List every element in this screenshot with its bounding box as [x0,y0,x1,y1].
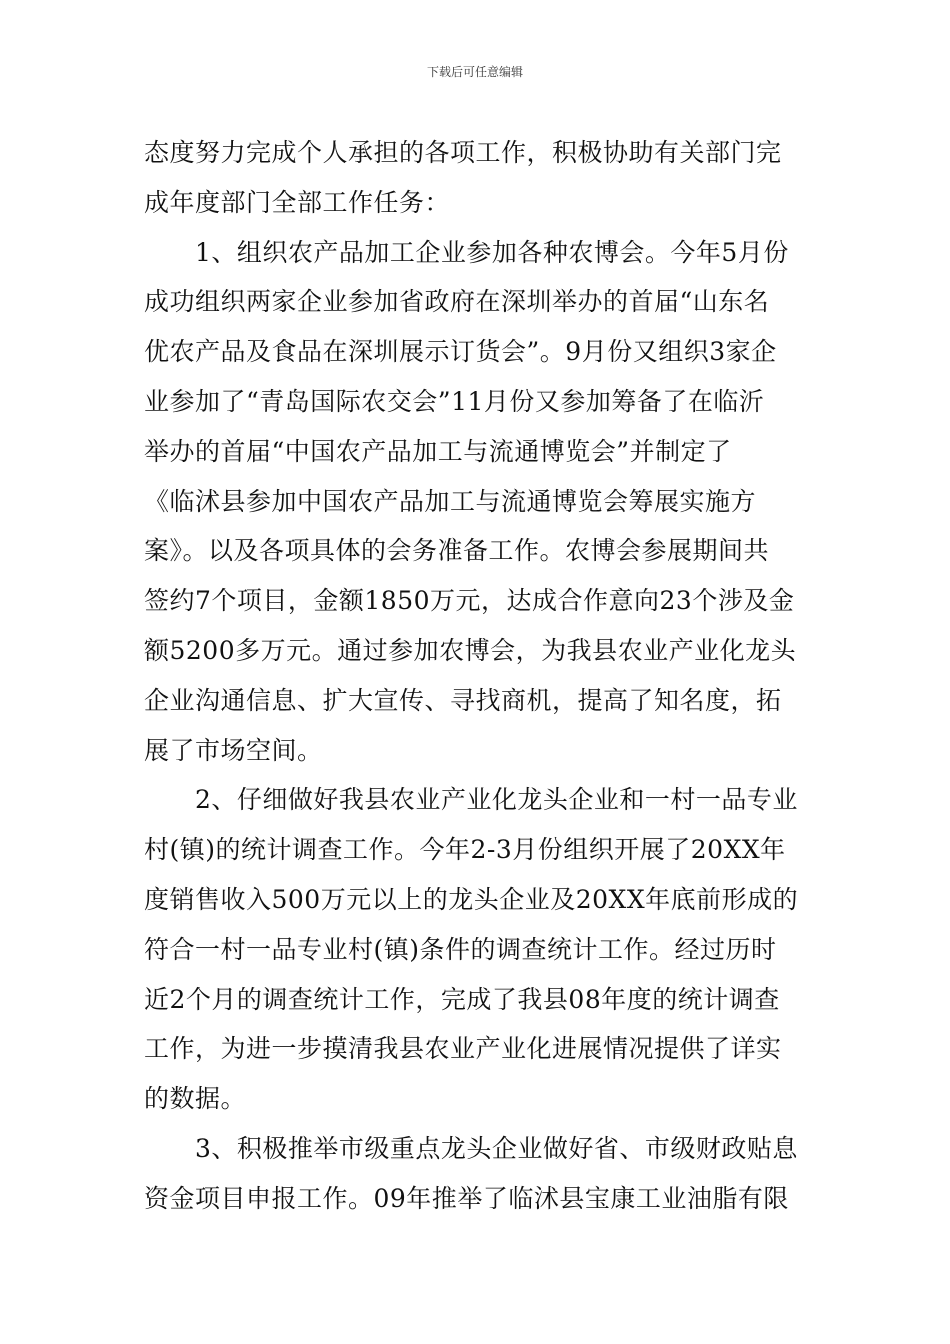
text-line: 展了市场空间。 [144,735,323,765]
text-line: 工作，为进一步摸清我县农业产业化进展情况提供了详实 [144,1034,782,1064]
page-header-note: 下载后可任意编辑 [426,65,523,79]
document-body [144,128,806,1224]
text-line: 村(镇)的统计调查工作。今年2-3月份组织开展了20XX年 [144,835,786,865]
text-line: 优农产品及食品在深圳展示订货会”。9月份又组织3家企 [144,337,777,367]
text-line: 成年度部门全部工作任务： [144,187,451,217]
text-line: 案》。以及各项具体的会务准备工作。农博会参展期间共 [144,536,770,566]
text-line: 额5200多万元。通过参加农博会，为我县农业产业化龙头 [144,635,797,665]
text-line: 业参加了“青岛国际农交会”11月份又参加筹备了在临沂 [144,386,765,416]
text-line: 成功组织两家企业参加省政府在深圳举办的首届“山东名 [144,287,770,317]
text-line: 度销售收入500万元以上的龙头企业及20XX年底前形成的 [144,884,799,914]
text-line: 的数据。 [144,1084,247,1114]
text-line: 资金项目申报工作。09年推举了临沭县宝康工业油脂有限 [144,1183,789,1213]
text-line: 《临沭县参加中国农产品加工与流通博览会筹展实施方 [144,486,757,516]
text-line: 企业沟通信息、扩大宣传、寻找商机，提高了知名度，拓 [144,685,782,715]
text-line: 近2个月的调查统计工作，完成了我县08年度的统计调查 [144,984,780,1014]
text-line: 态度努力完成个人承担的各项工作，积极协助有关部门完 [144,138,782,167]
text-line: 2、仔细做好我县农业产业化龙头企业和一村一品专业 [144,785,798,815]
text-line: 1、组织农产品加工企业参加各种农博会。今年5月份 [144,237,789,267]
text-line: 举办的首届“中国农产品加工与流通博览会”并制定了 [144,436,732,466]
text-line: 符合一村一品专业村(镇)条件的调查统计工作。经过历时 [144,934,777,964]
text-line: 签约7个项目，金额1850万元，达成合作意向23个涉及金 [144,586,795,616]
text-line: 3、积极推举市级重点龙头企业做好省、市级财政贴息 [144,1133,798,1163]
